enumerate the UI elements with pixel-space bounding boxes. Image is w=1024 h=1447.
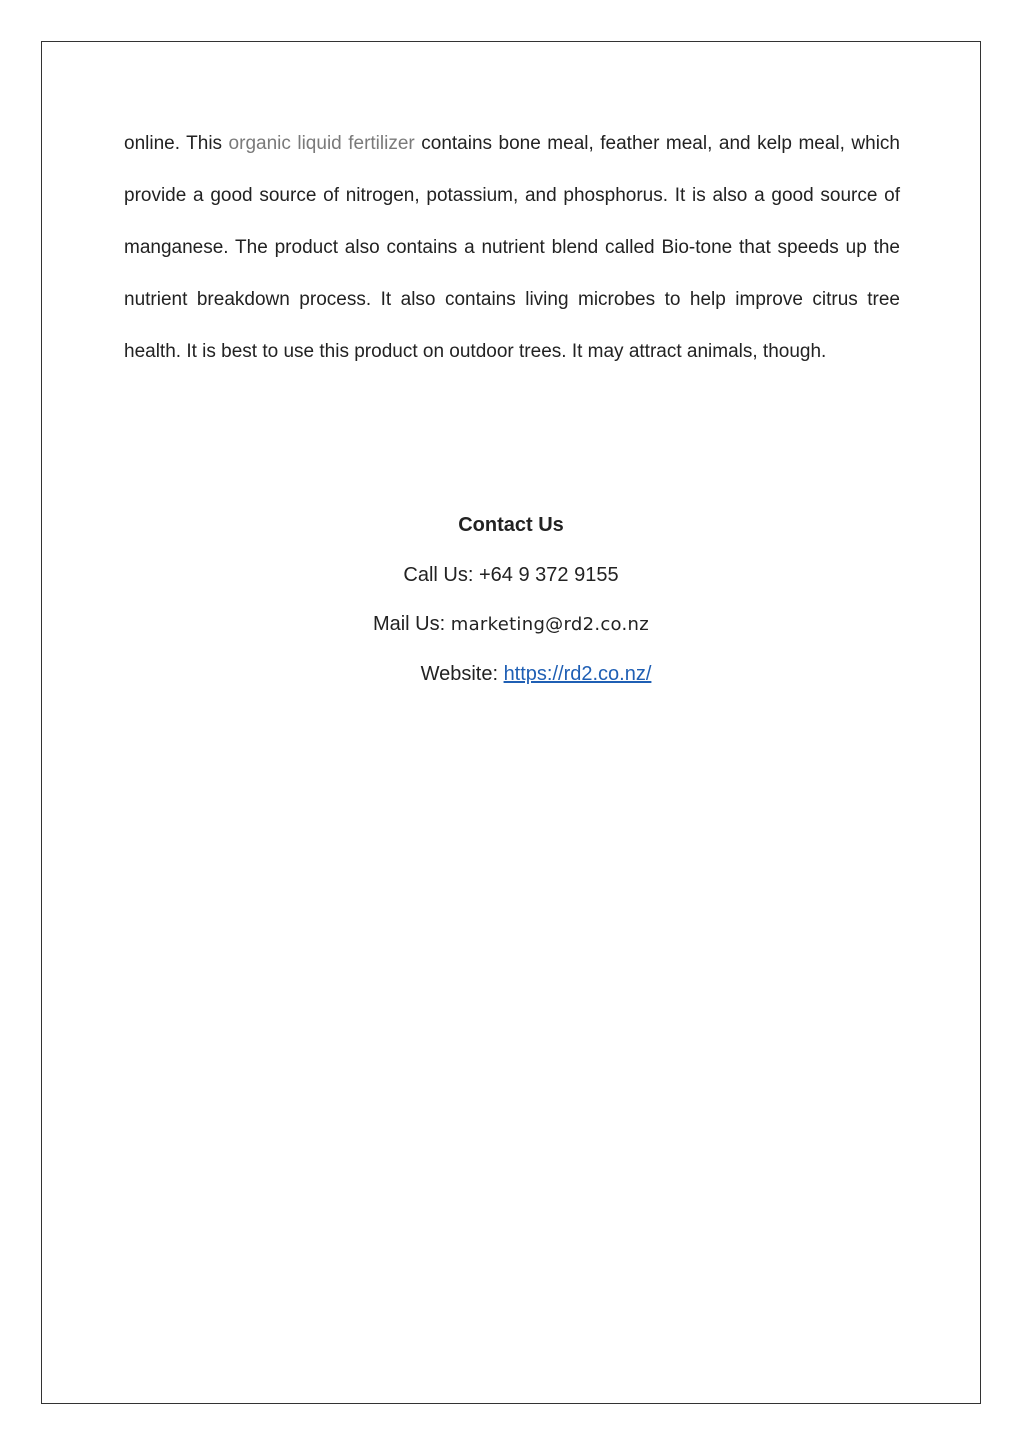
website-label: Website:: [420, 663, 504, 685]
contact-mail: [41, 611, 981, 638]
contact-phone: [41, 562, 981, 588]
contact-website: [41, 661, 981, 687]
body-lead-text: online. This: [124, 133, 229, 154]
phone-label: Call Us:: [403, 564, 479, 586]
mail-label: Mail Us:: [372, 613, 451, 635]
organic-fertilizer-link[interactable]: organic liquid fertilizer: [228, 133, 415, 154]
phone-value: +64 9 372 9155: [478, 564, 619, 586]
body-rest-text: contains bone meal, feather meal, and kelp meal, which provide a good source of nitrogen, potassium, and phosphorus. It is also a good source of manganese. The product also contains a nutrient blend called Bio-tone that speeds up the nutrient breakdown process. It also contains living microbes to help improve citrus tree health. It is best to use this product on outdoor trees. It may attract animals, though.: [124, 133, 900, 362]
website-link[interactable]: https://rd2.co.nz/: [503, 663, 652, 685]
mail-value: marketing@rd2.co.nz: [450, 614, 650, 635]
contact-heading: Contact Us: [458, 514, 564, 536]
body-paragraph: [124, 118, 900, 378]
